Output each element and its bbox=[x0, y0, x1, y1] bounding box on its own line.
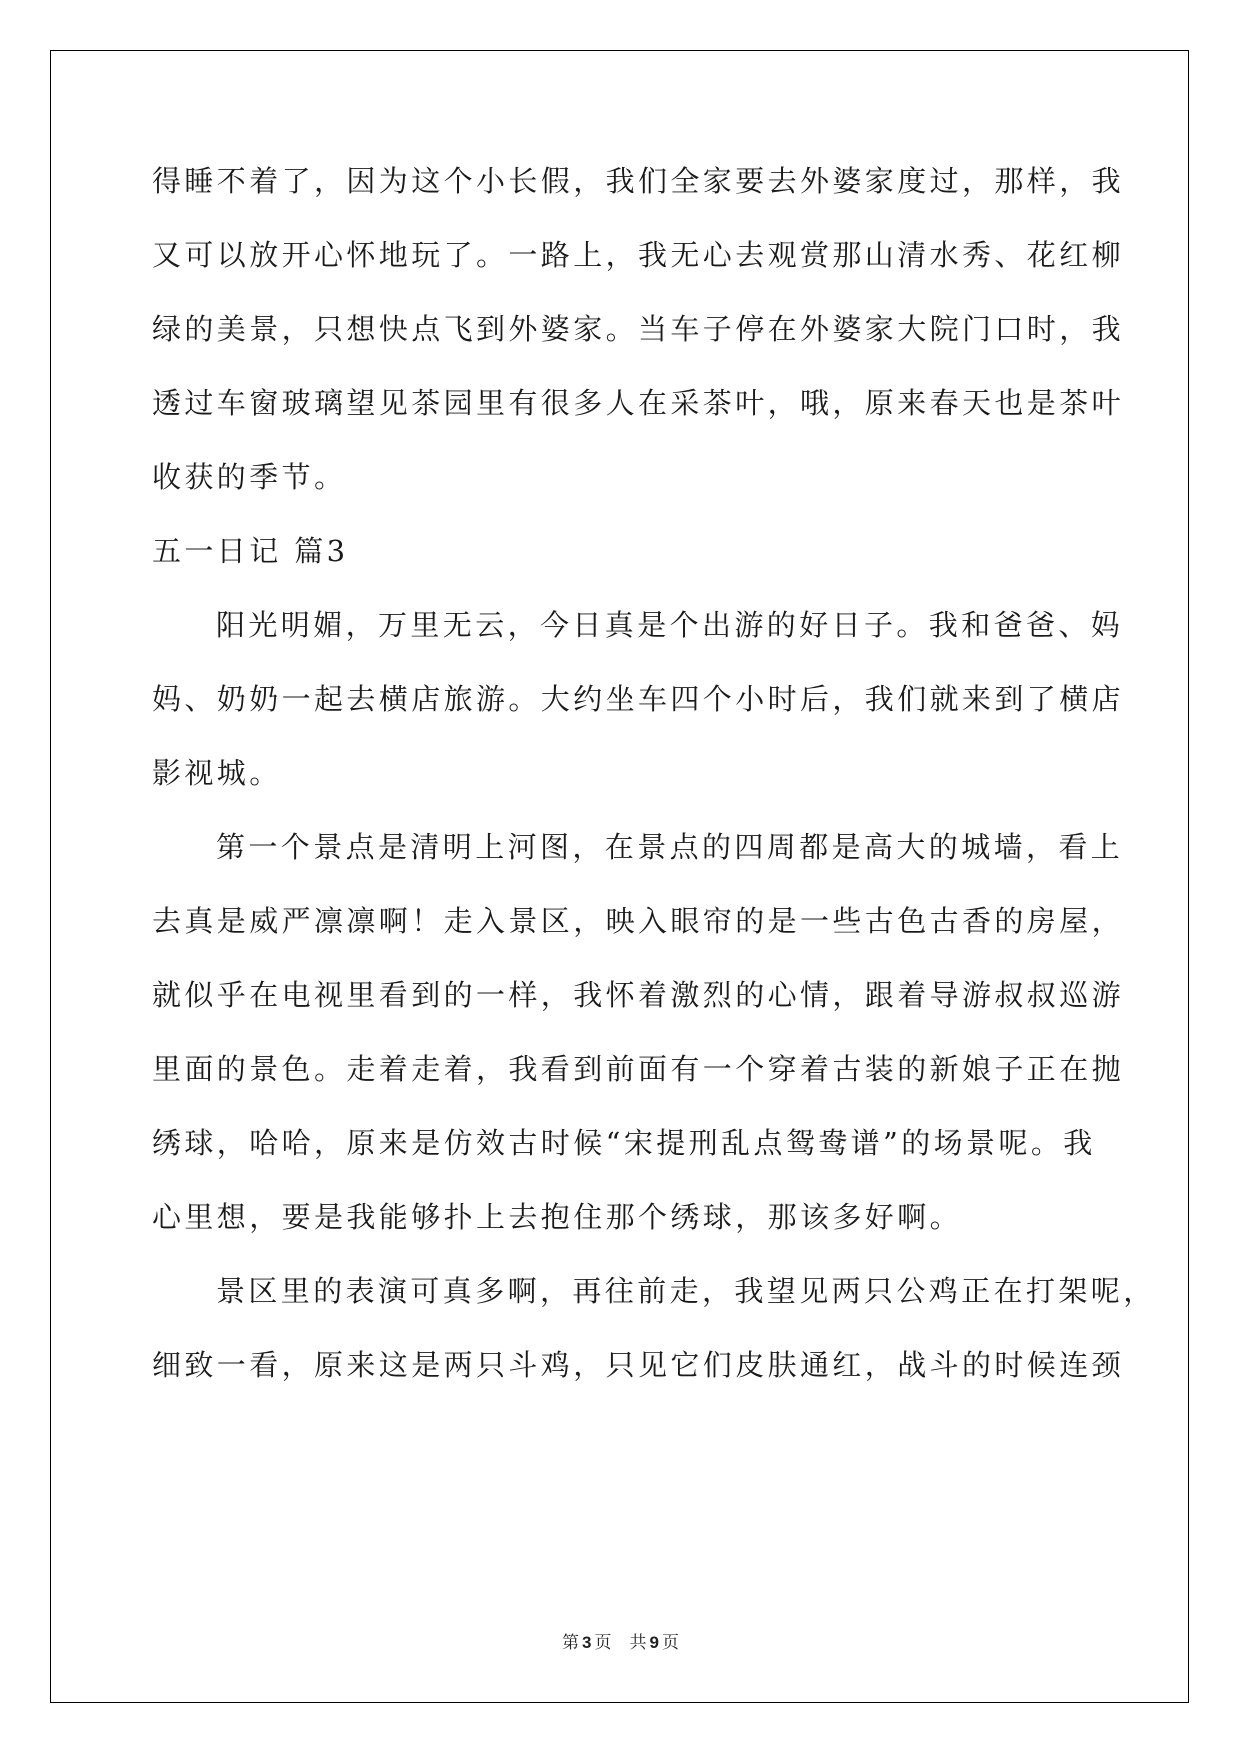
text-line: 景区里的表演可真多啊，再往前走，我望见两只公鸡正在打架呢， bbox=[216, 1274, 1156, 1308]
text-line: 影视城。 bbox=[152, 756, 282, 790]
text-line: 又可以放开心怀地玩了。一路上，我无心去观赏那山清水秀、花红柳 bbox=[152, 238, 1125, 272]
text-line: 绿的美景，只想快点飞到外婆家。当车子停在外婆家大院门口时，我 bbox=[152, 312, 1125, 346]
footer-total-suffix: 页 bbox=[661, 1633, 679, 1653]
text-line: 第一个景点是清明上河图，在景点的四周都是高大的城墙，看上 bbox=[216, 830, 1124, 864]
footer-prefix: 第 bbox=[562, 1633, 580, 1653]
text-line: 里面的景色。走着走着，我看到前面有一个穿着古装的新娘子正在抛 bbox=[152, 1052, 1125, 1086]
current-page-number: 3 bbox=[582, 1633, 592, 1652]
text-line: 得睡不着了，因为这个小长假，我们全家要去外婆家度过，那样，我 bbox=[152, 164, 1125, 198]
text-line: 就似乎在电视里看到的一样，我怀着激烈的心情，跟着导游叔叔巡游 bbox=[152, 978, 1125, 1012]
text-line: 阳光明媚，万里无云，今日真是个出游的好日子。我和爸爸、妈 bbox=[216, 608, 1124, 642]
text-line: 去真是威严凛凛啊！走入景区，映入眼帘的是一些古色古香的房屋， bbox=[152, 904, 1125, 938]
text-line: 心里想，要是我能够扑上去抱住那个绣球，那该多好啊。 bbox=[152, 1200, 963, 1234]
footer-page-suffix: 页 bbox=[594, 1633, 612, 1653]
footer-total-prefix: 共 bbox=[629, 1633, 647, 1653]
page-border bbox=[50, 50, 1189, 1703]
section-heading: 五一日记 篇3 bbox=[152, 534, 349, 568]
page-footer bbox=[0, 1632, 1241, 1654]
text-line: 妈、奶奶一起去横店旅游。大约坐车四个小时后，我们就来到了横店 bbox=[152, 682, 1125, 716]
text-line: 绣球，哈哈，原来是仿效古时候“宋提刑乱点鸳鸯谱”的场景呢。我 bbox=[152, 1126, 1096, 1160]
text-line: 收获的季节。 bbox=[152, 460, 347, 494]
text-line: 细致一看，原来这是两只斗鸡，只见它们皮肤通红，战斗的时候连颈 bbox=[152, 1348, 1125, 1382]
text-line: 透过车窗玻璃望见茶园里有很多人在采茶叶，哦，原来春天也是茶叶 bbox=[152, 386, 1125, 420]
total-page-number: 9 bbox=[649, 1633, 659, 1652]
